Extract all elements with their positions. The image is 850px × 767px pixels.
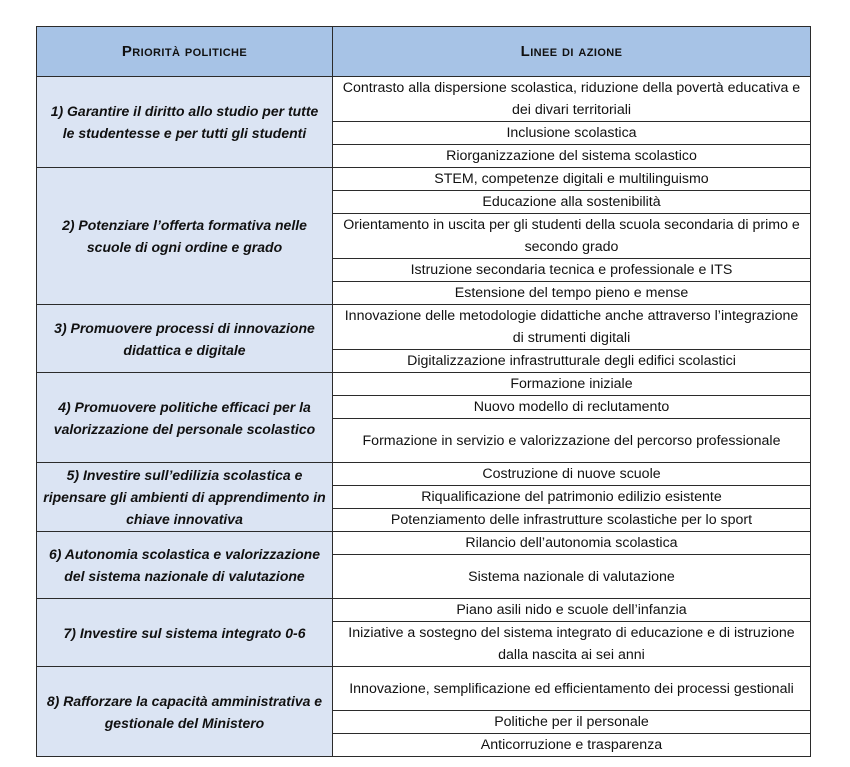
action-cell: Inclusione scolastica xyxy=(333,122,811,145)
header-priority-label: Priorità politiche xyxy=(121,43,248,60)
action-cell: STEM, competenze digitali e multilinguismo xyxy=(333,168,811,191)
table-row xyxy=(37,532,811,555)
priority-cell: 3) Promuovere processi di innovazione didattica e digitale xyxy=(37,305,333,373)
header-actions xyxy=(333,27,811,77)
action-cell: Contrasto alla dispersione scolastica, riduzione della povertà educativa e dei divari territoriali xyxy=(333,77,811,122)
action-cell: Estensione del tempo pieno e mense xyxy=(333,282,811,305)
priority-cell: 1) Garantire il diritto allo studio per tutte le studentesse e per tutti gli studenti xyxy=(37,77,333,168)
action-cell: Riorganizzazione del sistema scolastico xyxy=(333,145,811,168)
action-cell: Educazione alla sostenibilità xyxy=(333,191,811,214)
table-row xyxy=(37,77,811,122)
action-cell: Nuovo modello di reclutamento xyxy=(333,396,811,419)
action-cell: Istruzione secondaria tecnica e professionale e ITS xyxy=(333,259,811,282)
table-row xyxy=(37,463,811,486)
action-cell: Rilancio dell’autonomia scolastica xyxy=(333,532,811,555)
table-row xyxy=(37,599,811,622)
priority-cell: 2) Potenziare l’offerta formativa nelle scuole di ogni ordine e grado xyxy=(37,168,333,305)
action-cell: Innovazione, semplificazione ed efficientamento dei processi gestionali xyxy=(333,667,811,711)
action-cell: Anticorruzione e trasparenza xyxy=(333,734,811,757)
header-priority xyxy=(37,27,333,77)
action-cell: Formazione in servizio e valorizzazione del percorso professionale xyxy=(333,419,811,463)
table-row xyxy=(37,373,811,396)
table-row xyxy=(37,305,811,350)
priority-cell: 7) Investire sul sistema integrato 0-6 xyxy=(37,599,333,667)
action-cell: Politiche per il personale xyxy=(333,711,811,734)
action-cell: Digitalizzazione infrastrutturale degli edifici scolastici xyxy=(333,350,811,373)
action-cell: Innovazione delle metodologie didattiche anche attraverso l’integrazione di strumenti digitali xyxy=(333,305,811,350)
priority-cell: 8) Rafforzare la capacità amministrativa e gestionale del Ministero xyxy=(37,667,333,757)
action-cell: Formazione iniziale xyxy=(333,373,811,396)
action-cell: Potenziamento delle infrastrutture scolastiche per lo sport xyxy=(333,509,811,532)
table-row xyxy=(37,667,811,711)
priority-cell: 5) Investire sull’edilizia scolastica e ripensare gli ambienti di apprendimento in chiave innovativa xyxy=(37,463,333,532)
action-cell: Piano asili nido e scuole dell’infanzia xyxy=(333,599,811,622)
priorities-table xyxy=(36,26,811,757)
table-row xyxy=(37,168,811,191)
header-row xyxy=(37,27,811,77)
action-cell: Costruzione di nuove scuole xyxy=(333,463,811,486)
action-cell: Sistema nazionale di valutazione xyxy=(333,555,811,599)
action-cell: Iniziative a sostegno del sistema integrato di educazione e di istruzione dalla nascita ai sei anni xyxy=(333,622,811,667)
priority-cell: 4) Promuovere politiche efficaci per la valorizzazione del personale scolastico xyxy=(37,373,333,463)
header-actions-label: Linee di azione xyxy=(520,43,623,60)
priority-cell: 6) Autonomia scolastica e valorizzazione del sistema nazionale di valutazione xyxy=(37,532,333,599)
action-cell: Orientamento in uscita per gli studenti della scuola secondaria di primo e secondo grado xyxy=(333,214,811,259)
action-cell: Riqualificazione del patrimonio edilizio esistente xyxy=(333,486,811,509)
